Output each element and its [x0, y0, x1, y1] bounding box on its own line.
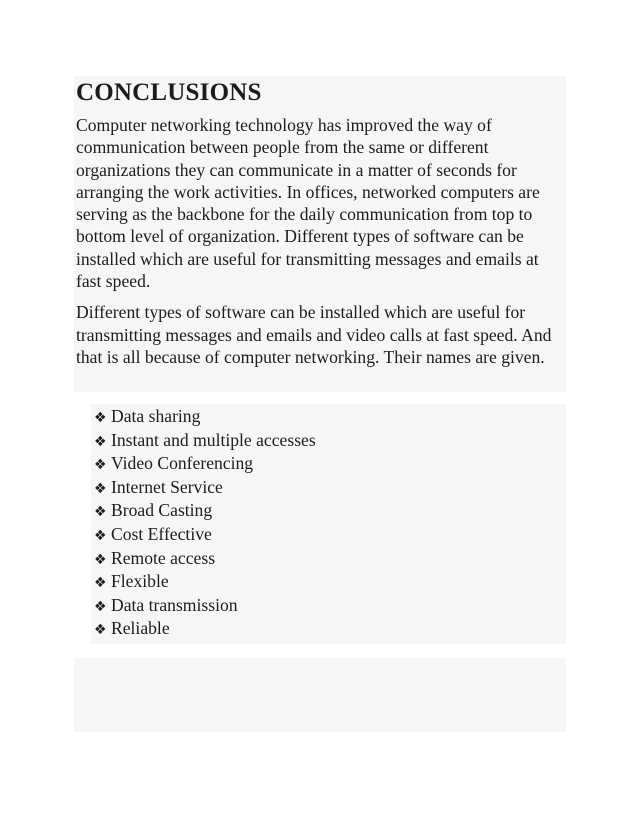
section-heading: CONCLUSIONS [76, 79, 262, 106]
list-item [94, 453, 316, 477]
list-item [94, 477, 316, 501]
list-item [94, 430, 316, 454]
list-item-label: Flexible [111, 571, 169, 592]
list-item-label: Broad Casting [111, 500, 213, 521]
list-item-label: Cost Effective [111, 523, 212, 544]
list-item [94, 406, 316, 430]
list-item-label: Data transmission [111, 594, 238, 615]
list-item-label: Instant and multiple accesses [111, 429, 316, 450]
diamond-bullet-icon: ❖ [94, 480, 107, 497]
list-item [94, 618, 316, 642]
paragraph-2: Different types of software can be installed which are useful for transmitting messages and emails and video calls at fast speed. And that is all because of computer networking. Their names are given. [76, 302, 552, 367]
diamond-bullet-icon: ❖ [94, 433, 107, 450]
list-item-label: Data sharing [111, 406, 201, 426]
list-item [94, 548, 316, 572]
list-item-label: Video Conferencing [111, 453, 254, 474]
list-item [94, 500, 316, 524]
list-item-label: Reliable [111, 618, 170, 639]
diamond-bullet-icon: ❖ [94, 410, 107, 426]
diamond-bullet-icon: ❖ [94, 575, 107, 592]
list-item-label: Internet Service [111, 476, 223, 497]
diamond-bullet-icon: ❖ [94, 504, 107, 521]
list-item [94, 595, 316, 619]
list-item [94, 524, 316, 548]
diamond-bullet-icon: ❖ [94, 527, 107, 544]
benefits-list [94, 406, 316, 642]
diamond-bullet-icon: ❖ [94, 622, 107, 639]
conclusions-section [76, 78, 564, 368]
diamond-bullet-icon: ❖ [94, 598, 107, 615]
diamond-bullet-icon: ❖ [94, 457, 107, 474]
empty-block-background [74, 658, 566, 732]
diamond-bullet-icon: ❖ [94, 551, 107, 568]
paragraph-1: Computer networking technology has improved the way of communication between people from the same or different organizations they can communicate in a matter of seconds for arranging the work activities. In offices, networked computers are serving as the backbone for the daily communication from top to bottom level of organization. Different types of software can be installed which are useful for transmitting messages and emails at fast speed. [76, 115, 540, 292]
list-item-label: Remote access [111, 547, 216, 568]
list-item [94, 571, 316, 595]
